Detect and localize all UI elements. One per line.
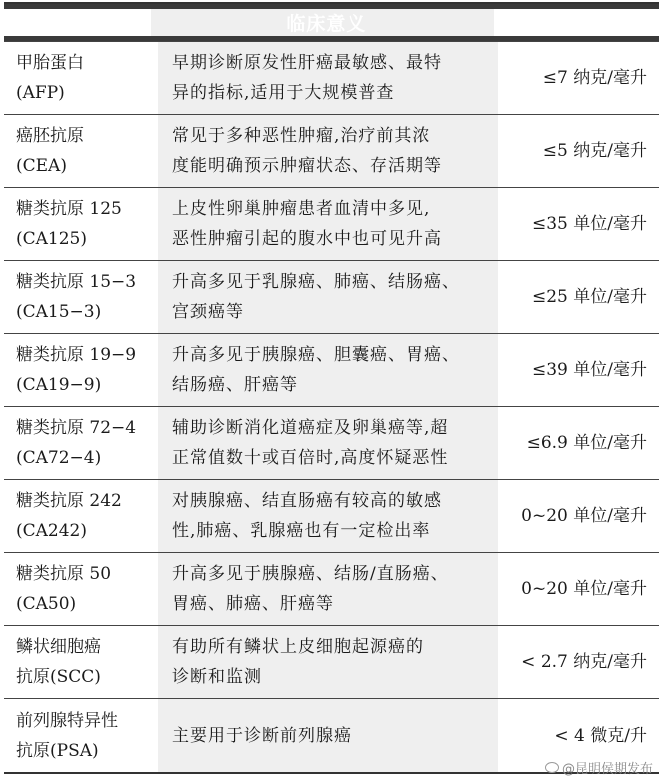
reference-value-cell: [498, 553, 659, 625]
table-row: [4, 115, 659, 188]
marker-name-line: (CEA): [16, 156, 67, 176]
marker-name-line: 糖类抗原 19−9: [16, 345, 137, 365]
reference-value: < 4 微克/升: [554, 725, 647, 746]
tumor-marker-table: [4, 2, 659, 774]
reference-value: ≤25 单位/毫升: [531, 287, 647, 307]
reference-value-cell: [498, 261, 659, 333]
clinical-significance-line: 升高多见于胰腺癌、胆囊癌、胃癌、: [172, 345, 460, 365]
marker-name-line: (CA15−3): [16, 302, 102, 322]
table-header: [4, 4, 659, 42]
reference-value: < 2.7 纳克/毫升: [521, 652, 647, 672]
marker-name-cell: [4, 553, 158, 625]
marker-name-line: (CA242): [16, 521, 87, 541]
reference-value-cell: [498, 334, 659, 406]
marker-name-line: 甲胎蛋白: [16, 53, 84, 73]
clinical-significance-line: 辅助诊断消化道癌症及卵巢癌等,超: [172, 418, 449, 438]
clinical-significance-line: 宫颈癌等: [172, 302, 244, 322]
reference-value-cell: [498, 42, 659, 114]
header-reference-value: 正常参考值: [494, 9, 659, 36]
clinical-significance-line: 上皮性卵巢肿瘤患者血清中多见,: [172, 199, 431, 219]
marker-name-line: 糖类抗原 242: [16, 491, 122, 511]
clinical-significance-line: 对胰腺癌、结直肠癌有较高的敏感: [172, 491, 442, 511]
marker-name-line: (AFP): [16, 83, 65, 103]
marker-name-line: (CA72−4): [16, 448, 102, 468]
clinical-significance-line: 有助所有鳞状上皮细胞起源癌的: [172, 637, 424, 657]
watermark-text: @昆明侯期发布: [561, 762, 653, 777]
marker-name-line: 糖类抗原 72−4: [16, 418, 137, 438]
clinical-significance-line: 主要用于诊断前列腺癌: [172, 725, 352, 746]
clinical-significance-line: 正常值数十或百倍时,高度怀疑恶性: [172, 448, 449, 468]
reference-value: 0~20 单位/毫升: [521, 579, 647, 599]
reference-value: ≤5 纳克/毫升: [542, 141, 647, 161]
marker-name-line: 糖类抗原 50: [16, 564, 112, 584]
clinical-significance-line: 早期诊断原发性肝癌最敏感、最特: [172, 53, 442, 73]
clinical-significance-line: 结肠癌、肝癌等: [172, 375, 298, 395]
marker-name-cell: [4, 42, 158, 114]
marker-name-cell: [4, 261, 158, 333]
marker-name-line: (CA125): [16, 229, 87, 249]
reference-value-cell: [498, 115, 659, 187]
marker-name-line: 癌胚抗原: [16, 126, 84, 146]
table-row: [4, 626, 659, 699]
marker-name-line: (CA19−9): [16, 375, 102, 395]
marker-name-cell: [4, 480, 158, 552]
header-marker: 肿瘤标记物: [4, 9, 151, 36]
reference-value-cell: [498, 188, 659, 260]
marker-name-line: 抗原(SCC): [16, 667, 101, 687]
reference-value: ≤6.9 单位/毫升: [526, 433, 647, 453]
marker-name-line: 鳞状细胞癌: [16, 637, 101, 657]
clinical-significance-line: 升高多见于胰腺癌、结肠/直肠癌、: [172, 564, 449, 584]
marker-name-line: 前列腺特异性: [16, 710, 118, 731]
clinical-significance-cell: [158, 553, 498, 625]
marker-name-cell: [4, 407, 158, 479]
table-row: [4, 261, 659, 334]
clinical-significance-line: 常见于多种恶性肿瘤,治疗前其浓: [172, 126, 431, 146]
clinical-significance-cell: [158, 699, 498, 772]
marker-name-line: 糖类抗原 125: [16, 199, 122, 219]
reference-value: 0~20 单位/毫升: [521, 506, 647, 526]
table-row: [4, 334, 659, 407]
clinical-significance-line: 胃癌、肺癌、肝癌等: [172, 594, 334, 614]
header-clinical-significance: 临床意义: [151, 9, 494, 36]
marker-name-cell: [4, 334, 158, 406]
table-row: [4, 42, 659, 115]
clinical-significance-line: 度能明确预示肿瘤状态、存活期等: [172, 156, 442, 176]
reference-value-cell: [498, 407, 659, 479]
reference-value: ≤35 单位/毫升: [531, 214, 647, 234]
marker-name-cell: [4, 626, 158, 698]
weibo-icon: [545, 762, 559, 773]
table-row: [4, 553, 659, 626]
clinical-significance-cell: [158, 261, 498, 333]
marker-name-line: 糖类抗原 15−3: [16, 272, 137, 292]
clinical-significance-cell: [158, 188, 498, 260]
clinical-significance-cell: [158, 407, 498, 479]
clinical-significance-line: 异的指标,适用于大规模普查: [172, 83, 395, 103]
marker-name-line: (CA50): [16, 594, 77, 614]
clinical-significance-line: 升高多见于乳腺癌、肺癌、结肠癌、: [172, 272, 460, 292]
marker-name-cell: [4, 115, 158, 187]
watermark: [545, 758, 653, 777]
reference-value-cell: [498, 626, 659, 698]
clinical-significance-cell: [158, 115, 498, 187]
clinical-significance-cell: [158, 480, 498, 552]
clinical-significance-cell: [158, 334, 498, 406]
reference-value-cell: [498, 480, 659, 552]
table-row: [4, 407, 659, 480]
clinical-significance-cell: [158, 42, 498, 114]
table-row: [4, 188, 659, 261]
marker-name-cell: [4, 188, 158, 260]
reference-value: ≤7 纳克/毫升: [542, 68, 647, 88]
clinical-significance-line: 恶性肿瘤引起的腹水中也可见升高: [172, 229, 442, 249]
clinical-significance-line: 诊断和监测: [172, 667, 262, 687]
marker-name-cell: [4, 699, 158, 772]
reference-value: ≤39 单位/毫升: [531, 360, 647, 380]
marker-name-line: 抗原(PSA): [16, 740, 99, 761]
clinical-significance-cell: [158, 626, 498, 698]
clinical-significance-line: 性,肺癌、乳腺癌也有一定检出率: [172, 521, 431, 541]
table-row: [4, 480, 659, 553]
